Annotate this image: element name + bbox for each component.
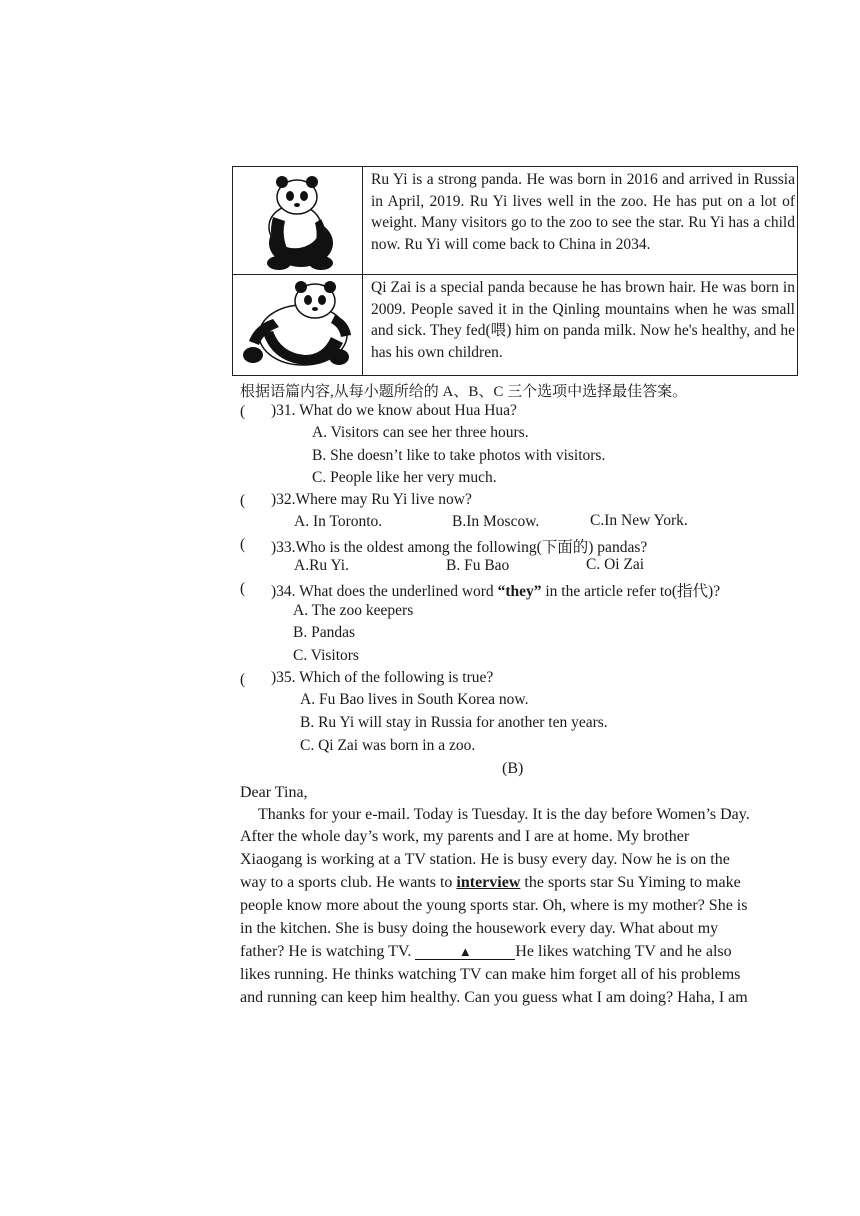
underlined-word: interview <box>456 874 521 891</box>
letter-text: the sports star Su Yiming to make <box>520 874 741 891</box>
letter-line: Thanks for your e-mail. Today is Tuesday. It is the day before Women’s Day. <box>258 806 750 823</box>
letter-text: He likes watching TV and he also <box>515 943 732 960</box>
letter-line: Xiaogang is working at a TV station. He is busy every day. Now he is on the <box>240 851 730 868</box>
answer-paren: ( <box>240 671 246 688</box>
question-34-stem <box>271 579 720 601</box>
letter-line: people know more about the young sports star. Oh, where is my mother? She is <box>240 897 748 914</box>
letter-greeting: Dear Tina, <box>240 784 308 801</box>
question-34-option-a: A. The zoo keepers <box>293 602 414 619</box>
panda-info-table <box>232 166 798 376</box>
lying-panda-image <box>233 275 361 373</box>
question-35-option-c: C. Qi Zai was born in a zoo. <box>300 737 476 754</box>
question-34-stem-part: )34. What does the underlined word <box>271 583 498 600</box>
question-33-option-a: A.Ru Yi. <box>294 557 349 574</box>
panda-image-cell <box>233 167 363 274</box>
letter-line: and running can keep him healthy. Can you guess what I am doing? Haha, I am <box>240 989 748 1006</box>
question-34-keyword: “they” <box>497 583 542 600</box>
question-33-option-b: B. Fu Bao <box>446 557 510 574</box>
table-row-ru-yi <box>233 167 797 275</box>
table-row-qi-zai <box>233 275 797 375</box>
question-34-option-b: B. Pandas <box>293 624 355 641</box>
instructions: 根据语篇内容,从每小题所给的 A、B、C 三个选项中选择最佳答案。 <box>240 384 688 400</box>
ru-yi-description: Ru Yi is a strong panda. He was born in 2016 and arrived in Russia in April, 2019. Ru Yi lives well in the zoo. He has put on a lot of weight. Many visitors go to the zoo to see the star. Ru Yi has a child now. Ru Yi will come back to China in 2034. <box>371 171 795 253</box>
question-32-option-a: A. In Toronto. <box>294 513 383 530</box>
sitting-panda-image <box>233 167 361 273</box>
question-31-option-b: B. She doesn’t like to take photos with visitors. <box>312 447 606 464</box>
question-32-option-c: C.In New York. <box>590 512 688 529</box>
question-34-stem-part: in the article refer to(指代)? <box>541 583 721 600</box>
question-34-option-c: C. Visitors <box>293 647 359 664</box>
question-33-stem: )33.Who is the oldest among the following(下面的) pandas? <box>271 539 648 556</box>
question-32-stem: )32.Where may Ru Yi live now? <box>271 491 472 508</box>
answer-blank[interactable] <box>415 945 515 960</box>
letter-line <box>240 874 741 892</box>
question-31-stem: )31. What do we know about Hua Hua? <box>271 402 517 419</box>
qi-zai-description: Qi Zai is a special panda because he has brown hair. He was born in 2009. People saved it in the Qinling mountains when he was small and sick. They fed(喂) him on panda milk. Now he's healthy, and he has his own children. <box>371 279 795 361</box>
answer-paren: ( <box>240 492 246 509</box>
letter-line: in the kitchen. She is busy doing the housework every day. What about my <box>240 920 719 937</box>
question-33-option-c: C. Oi Zai <box>586 556 645 573</box>
triangle-marker-icon: ▲ <box>458 944 472 959</box>
letter-text: way to a sports club. He wants to <box>240 874 457 891</box>
question-32-option-b: B.In Moscow. <box>452 513 540 530</box>
section-b-heading: (B) <box>502 760 524 777</box>
question-35-option-b: B. Ru Yi will stay in Russia for another ten years. <box>300 714 608 731</box>
answer-paren: ( <box>240 403 246 420</box>
letter-line: likes running. He thinks watching TV can make him forget all of his problems <box>240 966 741 983</box>
answer-paren: ( <box>240 536 246 553</box>
letter-line <box>240 943 732 961</box>
letter-text: father? He is watching TV. <box>240 943 416 960</box>
answer-paren: ( <box>240 580 246 597</box>
question-35-stem: )35. Which of the following is true? <box>271 669 494 686</box>
letter-line: After the whole day’s work, my parents and I are at home. My brother <box>240 828 690 845</box>
panda-image-cell <box>233 275 363 375</box>
question-31-option-c: C. People like her very much. <box>312 469 497 486</box>
question-31-option-a: A. Visitors can see her three hours. <box>312 424 529 441</box>
question-35-option-a: A. Fu Bao lives in South Korea now. <box>300 691 529 708</box>
